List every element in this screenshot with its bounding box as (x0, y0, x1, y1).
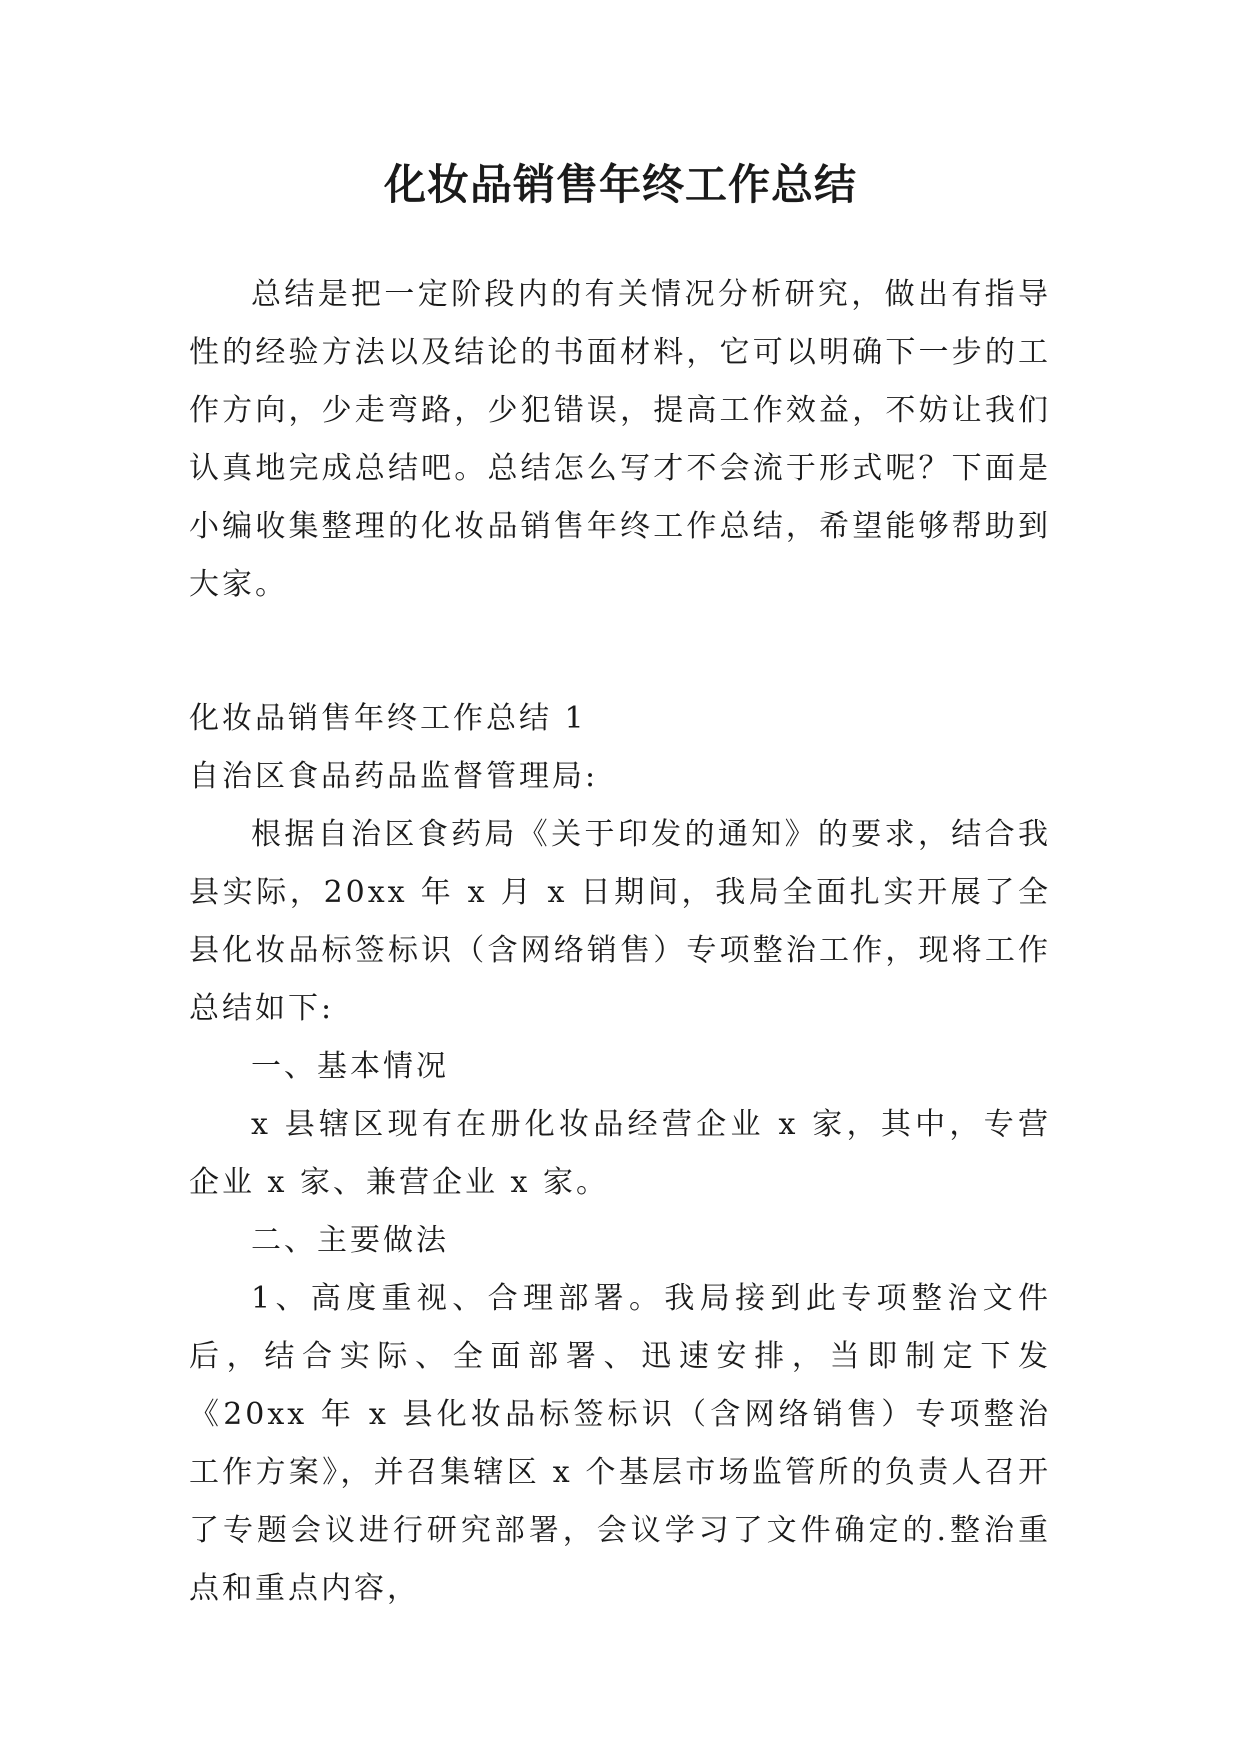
paragraph-3: 1、高度重视、合理部署。我局接到此专项整治文件后，结合实际、全面部署、迅速安排，当即制定下发《20xx 年 x 县化妆品标签标识（含网络销售）专项整治工作方案》，并召集辖区 x 个基层市场监管所的负责人召开了专题会议进行研究部署，会议学习了文件确定的.整治重点和重点内容， (189, 1281, 1051, 1606)
addressee-line: 自治区食品药品监督管理局: (189, 759, 599, 794)
heading-basic-situation: 一、基本情况 (251, 1049, 449, 1084)
section-heading: 化妆品销售年终工作总结 1 (189, 701, 587, 736)
paragraph-2: x 县辖区现有在册化妆品经营企业 x 家，其中，专营企业 x 家、兼营企业 x 家。 (189, 1107, 1051, 1200)
document-title: 化妆品销售年终工作总结 (383, 160, 857, 209)
section-body (189, 690, 1051, 1618)
heading-main-practices: 二、主要做法 (251, 1223, 449, 1258)
intro-paragraph: 总结是把一定阶段内的有关情况分析研究，做出有指导性的经验方法以及结论的书面材料，它可以明确下一步的工作方向，少走弯路，少犯错误，提高工作效益，不妨让我们认真地完成总结吧。总结怎么写才不会流于形式呢？下面是小编收集整理的化妆品销售年终工作总结，希望能够帮助到大家。 (189, 277, 1051, 602)
paragraph-1: 根据自治区食药局《关于印发的通知》的要求，结合我县实际，20xx 年 x 月 x 日期间，我局全面扎实开展了全县化妆品标签标识（含网络销售）专项整治工作，现将工作总结如下: (189, 817, 1051, 1026)
